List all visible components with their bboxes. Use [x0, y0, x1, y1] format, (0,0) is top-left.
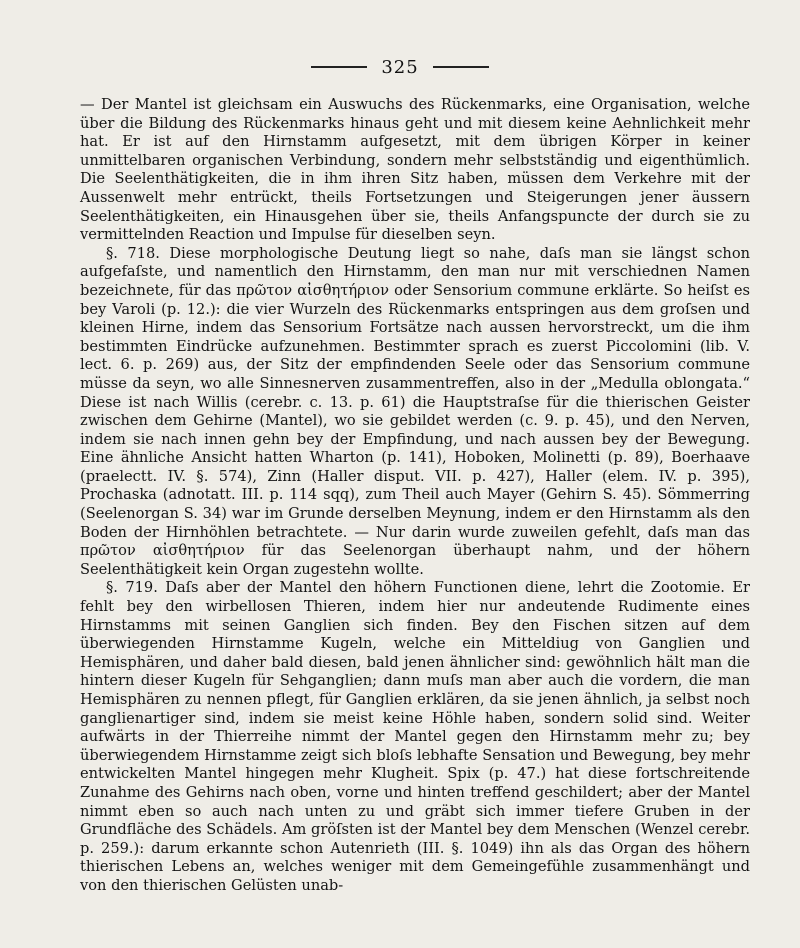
page-number: 325 [381, 56, 419, 78]
paragraph-mantel: — Der Mantel ist gleichsam ein Auswuchs des Rückenmarks, eine Organisation, welche über die Bildung des Rückenmarks hinaus geht und mit diesem keine Aehnlichkeit mehr hat. Er ist auf den Hirnstamm aufgesetzt, mit dem übrigen Körper in keiner unmittelbaren organischen Verbindung, sondern mehr selbstständig und eigenthümlich. Die Seelenthätigkeiten, die in ihm ihren Sitz haben, müssen dem Verkehre mit der Aussenwelt mehr entrückt, theils Fortsetzungen und Steigerungen jener äussern Seelenthätigkeiten, ein Hinausgehen über sie, theils Anfangspuncte der durch sie zu vermittelnden Reaction und Impulse für dieselben seyn. [80, 96, 750, 244]
paragraph-719: §. 719. Daſs aber der Mantel den höhern Functionen diene, lehrt die Zootomie. Er fehlt bey den wirbellosen Thieren, indem hier nur andeutende Rudimente eines Hirnstamms mit seinen Ganglien sich finden. Bey den Fischen sitzen auf dem überwiegenden Hirnstamme Kugeln, welche ein Mitteldiug von Ganglien und Hemisphären, und daher bald diesen, bald jenen ähnlicher sind: gewöhnlich hält man die hintern dieser Kugeln für Sehganglien; dann muſs man aber auch die vordern, die man Hemisphären zu nennen pflegt, für Ganglien erklären, da sie jenen ähnlich, ja selbst noch ganglienartiger sind, indem sie meist keine Höhle haben, sondern solid sind. Weiter aufwärts in der Thierreihe nimmt der Mantel gegen den Hirnstamm mehr zu; bey überwiegendem Hirnstamme zeigt sich bloſs lebhafte Sensation und Bewegung, bey mehr entwickelten Mantel hingegen mehr Klugheit. Spix (p. 47.) hat diese fortschreitende Zunahme des Gehirns nach oben, vorne und hinten treffend geschildert; aber der Mantel nimmt eben so auch nach unten zu und gräbt sich immer tiefere Gruben in der Grundfläche des Schädels. Am gröſsten ist der Mantel bey dem Menschen (Wenzel cerebr. p. 259.): darum erkannte schon Autenrieth (III. §. 1049) ihn als das Organ des höhern thierischen Lebens an, welches weniger mit dem Gemeingefühle zusammenhängt und von den thierischen Gelüsten unab- [80, 579, 750, 894]
paragraph-718: §. 718. Diese morphologische Deutung liegt so nahe, daſs man sie längst schon aufgefaſste, und namentlich den Hirnstamm, den man nur mit verschiednen Namen bezeichnete, für das πρῶτον αἰσθητήριον oder Sensorium commune erklärte. So heiſst es bey Varoli (p. 12.): die vier Wurzeln des Rückenmarks entspringen aus dem groſsen und kleinen Hirne, indem das Sensorium Fortsätze nach aussen hervorstreckt, um die ihm bestimmten Eindrücke aufzunehmen. Bestimmter sprach es zuerst Piccolomini (lib. V. lect. 6. p. 269) aus, der Sitz der empfindenden Seele oder das Sensorium commune müsse da seyn, wo alle Sinnesnerven zusammentreffen, also in der „Medulla oblongata.“ Diese ist nach Willis (cerebr. c. 13. p. 61) die Hauptstraſse für die thierischen Geister zwischen dem Gehirne (Mantel), wo sie gebildet werden (c. 9. p. 45), und den Nerven, indem sie nach innen gehn bey der Empfindung, und nach aussen bey der Bewegung. Eine ähnliche Ansicht hatten Wharton (p. 141), Hoboken, Molinetti (p. 89), Boerhaave (praelectt. IV. §. 574), Zinn (Haller disput. VII. p. 427), Haller (elem. IV. p. 395), Prochaska (adnotatt. III. p. 114 sqq), zum Theil auch Mayer (Gehirn S. 45). Sömmerring (Seelenorgan S. 34) war im Grunde derselben Meynung, indem er den Hirnstamm als den Boden der Hirnhöhlen betrachtete. — Nur darin wurde zuweilen gefehlt, daſs man das πρῶτον αἰσθητήριον für das Seelenorgan überhaupt nahm, und der höhern Seelenthätigkeit kein Organ zugestehn wollte. [80, 244, 750, 578]
header-rule-right [433, 66, 489, 68]
page-body [80, 96, 750, 896]
header-rule-left [311, 66, 367, 68]
page-header [0, 52, 800, 82]
